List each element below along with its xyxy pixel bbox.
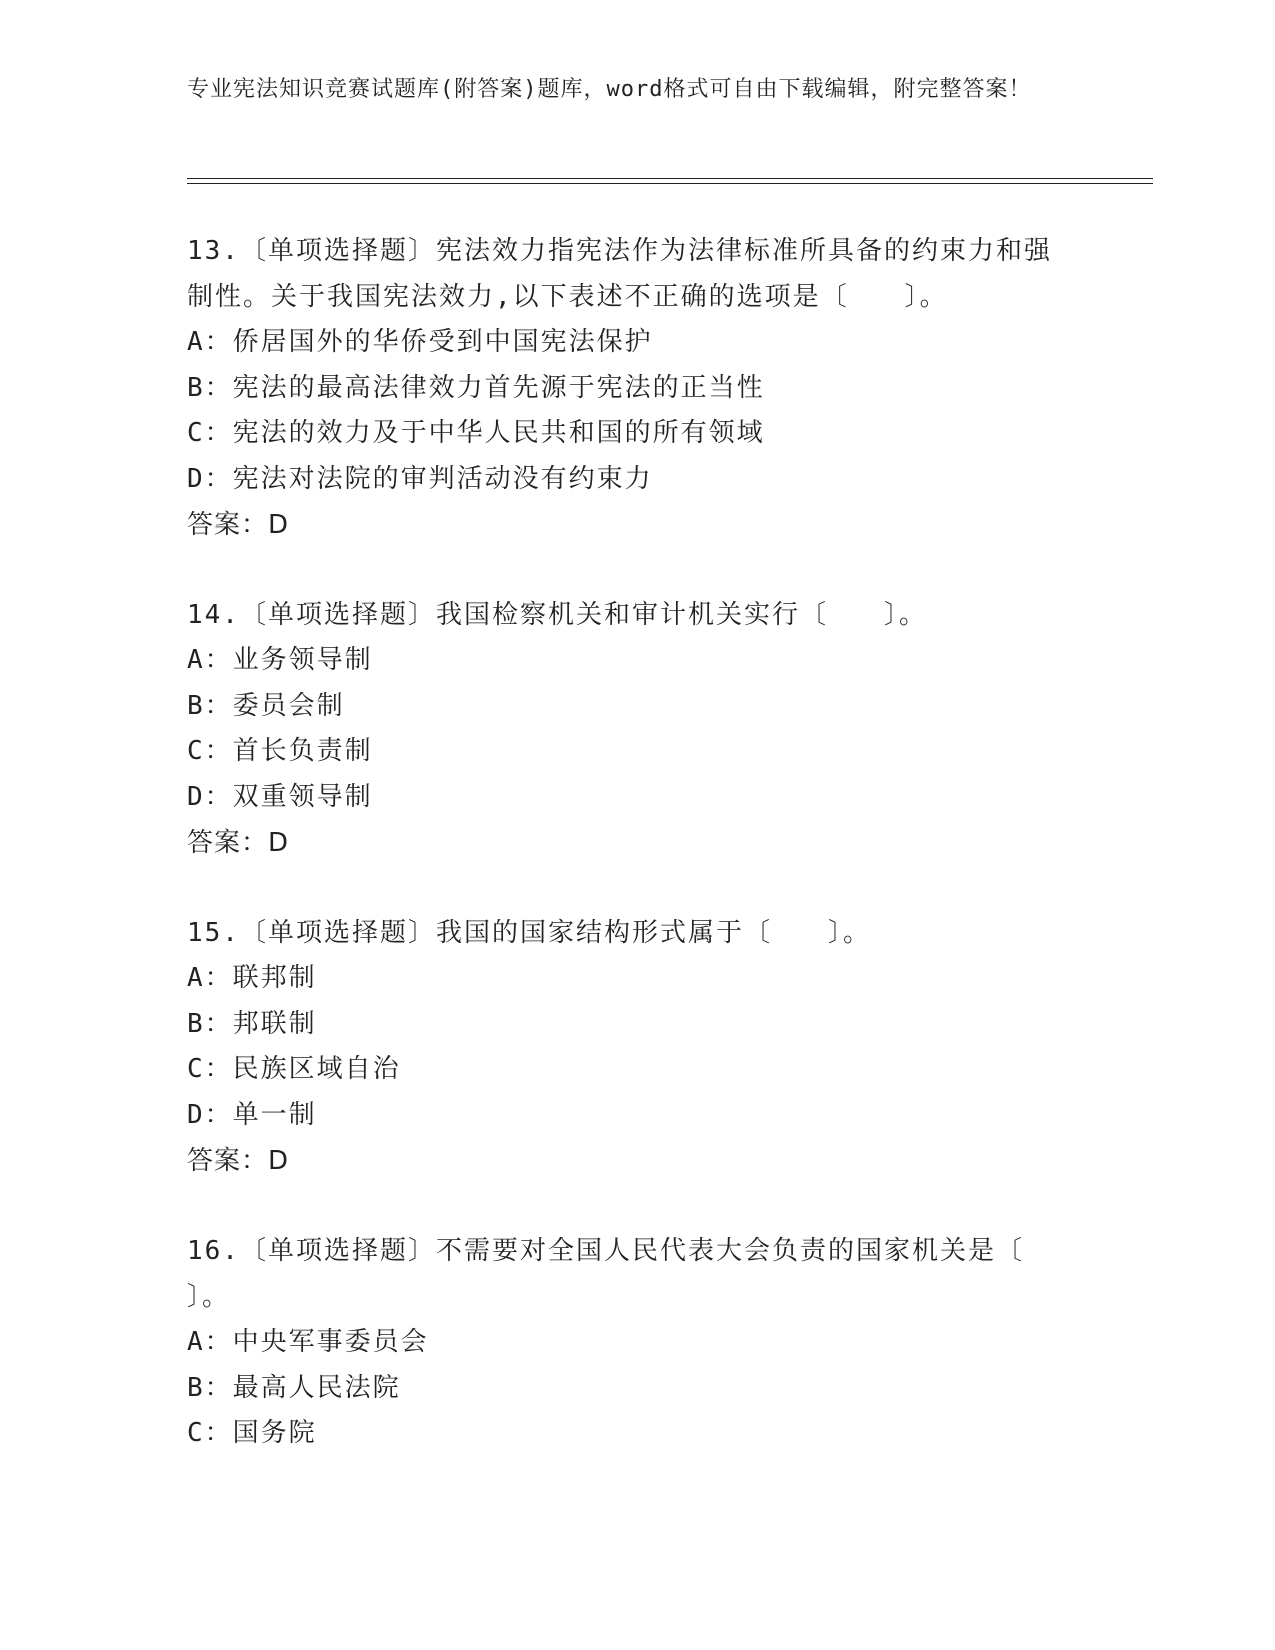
header-divider-top: [187, 178, 1153, 179]
page-header: 专业宪法知识竞赛试题库(附答案)题库，word格式可自由下载编辑，附完整答案！: [187, 77, 1032, 102]
option-b: B：宪法的最高法律效力首先源于宪法的正当性: [187, 372, 765, 403]
option-c: C：宪法的效力及于中华人民共和国的所有领域: [187, 418, 765, 448]
question-15: [187, 910, 1087, 1184]
option-c: C：国务院: [187, 1418, 317, 1448]
answer-label: 答案：D: [187, 1146, 290, 1176]
option-b: B：最高人民法院: [187, 1372, 401, 1403]
question-stem: 13.〔单项选择题〕宪法效力指宪法作为法律标准所具备的约束力和强制性。关于我国宪法效力,以下表述不正确的选项是〔 〕。: [187, 236, 1052, 312]
option-a: A：侨居国外的华侨受到中国宪法保护: [187, 327, 653, 357]
option-c: C：首长负责制: [187, 736, 373, 766]
option-c: C：民族区域自治: [187, 1054, 401, 1084]
option-b: B：邦联制: [187, 1008, 317, 1039]
option-a: A：联邦制: [187, 963, 317, 993]
answer-label: 答案：D: [187, 828, 290, 858]
question-13: [187, 228, 1087, 548]
question-16: [187, 1228, 1087, 1457]
question-stem: 14.〔单项选择题〕我国检察机关和审计机关实行〔 〕。: [187, 600, 927, 630]
option-a: A：中央军事委员会: [187, 1327, 429, 1357]
option-d: D：双重领导制: [187, 781, 373, 812]
option-d: D：单一制: [187, 1099, 317, 1130]
option-b: B：委员会制: [187, 690, 345, 721]
question-14: [187, 592, 1087, 866]
option-a: A：业务领导制: [187, 645, 373, 675]
answer-label: 答案：D: [187, 510, 290, 540]
question-stem: 15.〔单项选择题〕我国的国家结构形式属于〔 〕。: [187, 918, 871, 948]
question-stem: 16.〔单项选择题〕不需要对全国人民代表大会负责的国家机关是〔 〕。: [187, 1236, 1080, 1312]
option-d: D：宪法对法院的审判活动没有约束力: [187, 463, 653, 494]
header-divider-bottom: [187, 183, 1153, 184]
